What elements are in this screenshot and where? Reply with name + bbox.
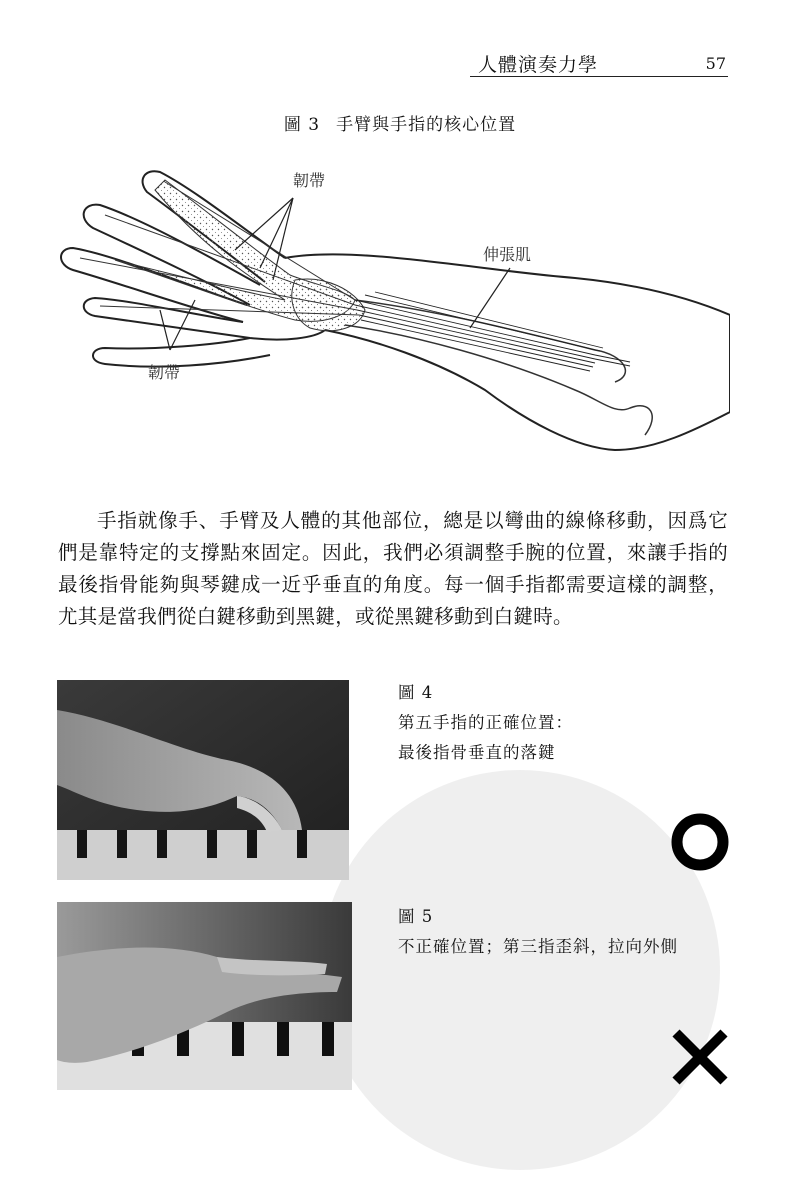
figure-5-photo xyxy=(57,902,352,1090)
arm-outline xyxy=(285,254,730,450)
figure-3-number: 圖 3 xyxy=(283,115,321,135)
figure-5-number: 圖 5 xyxy=(398,907,434,926)
body-paragraph: 手指就像手、手臂及人體的其他部位，總是以彎曲的線條移動，因爲它們是靠特定的支撐點來固定。因此，我們必須調整手腕的位置，來讓手指的最後指骨能夠與琴鍵成一近乎垂直的角度。每一個手指都需要這樣的調整，尤其是當我們從白鍵移動到黑鍵，或從黑鍵移動到白鍵時。 xyxy=(58,509,728,628)
figure-5-line1: 不正確位置；第三指歪斜，拉向外側 xyxy=(398,937,678,956)
finger-little-2 xyxy=(93,338,270,367)
figure-4-line2: 最後指骨垂直的落鍵 xyxy=(398,743,556,762)
correct-circle-icon xyxy=(670,812,730,872)
label-ligament-bottom: 韌帶 xyxy=(148,363,181,382)
figure-3-caption xyxy=(0,110,800,135)
running-title: 人體演奏力學 xyxy=(478,54,599,76)
figure-4-number: 圖 4 xyxy=(398,683,434,702)
figure-3-title: 手臂與手指的核心位置 xyxy=(336,115,517,135)
label-ligament-top: 韌帶 xyxy=(293,171,326,190)
figure-4-caption xyxy=(398,678,573,768)
page-number: 57 xyxy=(705,54,726,73)
running-header xyxy=(470,50,728,77)
figure-4-photo xyxy=(57,680,349,880)
arm-anatomy-illustration xyxy=(55,150,730,470)
figure-4-line1: 第五手指的正確位置： xyxy=(398,713,573,732)
label-extensor: 伸張肌 xyxy=(483,245,532,264)
incorrect-cross-icon xyxy=(668,1025,732,1089)
figure-5-caption xyxy=(398,902,678,962)
